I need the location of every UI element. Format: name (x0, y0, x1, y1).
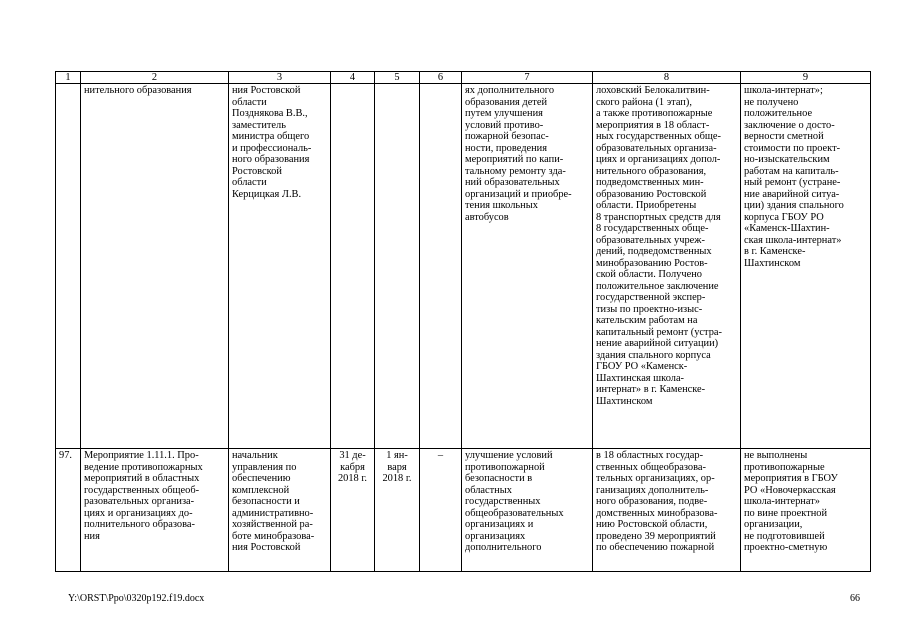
column-number: 5 (375, 72, 420, 84)
column-number: 4 (331, 72, 375, 84)
planned-date-cell (331, 84, 375, 449)
actual-start-cell: 1 ян- варя 2018 г. (375, 449, 420, 572)
column-number: 2 (81, 72, 229, 84)
actual-result-cell: в 18 областных государ- ственных общеобразова- тельных организациях, ор- ганизациях дополнитель- ного образования, подве- домственных минобразова- нию Ростовской области, проведено 39 мероприятий по обеспечению пожарной (593, 449, 741, 572)
planned-date-cell: 31 де- кабря 2018 г. (331, 449, 375, 572)
column-number: 7 (462, 72, 593, 84)
actual-end-cell (420, 84, 462, 449)
page-number: 66 (850, 593, 860, 604)
actual-result-cell: лоховский Белокалитвин- ского района (1 этап), а также противопожарные мероприятия в 18 област- ных государственных обще- образовательных организа- циях и организациях допол- нительного образования, подведомственных мин- образованию Ростовской области. Приобретены 8 транспортных средств для 8 государственных обще- образовательных учреж- дений, подведомственных минобразованию Ростов- ской области. Получено положительное заключение государственной экспер- тизы по проектно-изыс- кательским работам на капитальный ремонт (устра- нение аварийной ситуации) здания спального корпуса ГБОУ РО «Каменск- Шахтинская школа- интернат» в г. Каменске- Шахтинском (593, 84, 741, 449)
reasons-cell: школа-интернат»; не получено положительное заключение о досто- верности сметной стоимости по проект- но-изыскательским работам на капиталь- ный ремонт (устране- ние аварийной ситуа- ции) здания спального корпуса ГБОУ РО «Каменск-Шахтин- ская школа-интернат» в г. Каменске- Шахтинском (741, 84, 871, 449)
column-number: 1 (56, 72, 81, 84)
expected-result-cell: улучшение условий противопожарной безопасности в областных государственных общеобразовательных организациях и организациях дополнительного (462, 449, 593, 572)
column-number: 6 (420, 72, 462, 84)
reasons-cell: не выполнены противопожарные мероприятия в ГБОУ РО «Новочеркасская школа-интернат» по вине проектной организации, не подготовившей проектно-сметную (741, 449, 871, 572)
expected-result-cell: ях дополнительного образования детей путем улучшения условий противо- пожарной безопас- ности, проведения мероприятий по капи- тальному ремонту зда- ний образовательных организаций и приобре- тения школьных автобусов (462, 84, 593, 449)
table-row (56, 84, 871, 449)
column-number-row (56, 72, 871, 84)
row-number-cell (56, 84, 81, 449)
actual-end-cell: – (420, 449, 462, 572)
actual-start-cell (375, 84, 420, 449)
column-number: 8 (593, 72, 741, 84)
row-number-cell: 97. (56, 449, 81, 572)
responsible-cell: ния Ростовской области Позднякова В.В., заместитель министра общего и профессиональ- ного образования Ростовской области Керцицкая Л.В. (229, 84, 331, 449)
measure-name-cell: нительного образования (81, 84, 229, 449)
responsible-cell: начальник управления по обеспечению комплексной безопасности и административно- хозяйственной ра- боте минобразова- ния Ростовской (229, 449, 331, 572)
table-row (56, 449, 871, 572)
column-number: 9 (741, 72, 871, 84)
measures-table (55, 71, 871, 572)
measure-name-cell: Мероприятие 1.11.1. Про- ведение противопожарных мероприятий в областных государственных общеоб- разовательных организа- циях и организациях до- полнительного образова- ния (81, 449, 229, 572)
file-path: Y:\ORST\Ppo\0320p192.f19.docx (68, 593, 205, 604)
column-number: 3 (229, 72, 331, 84)
